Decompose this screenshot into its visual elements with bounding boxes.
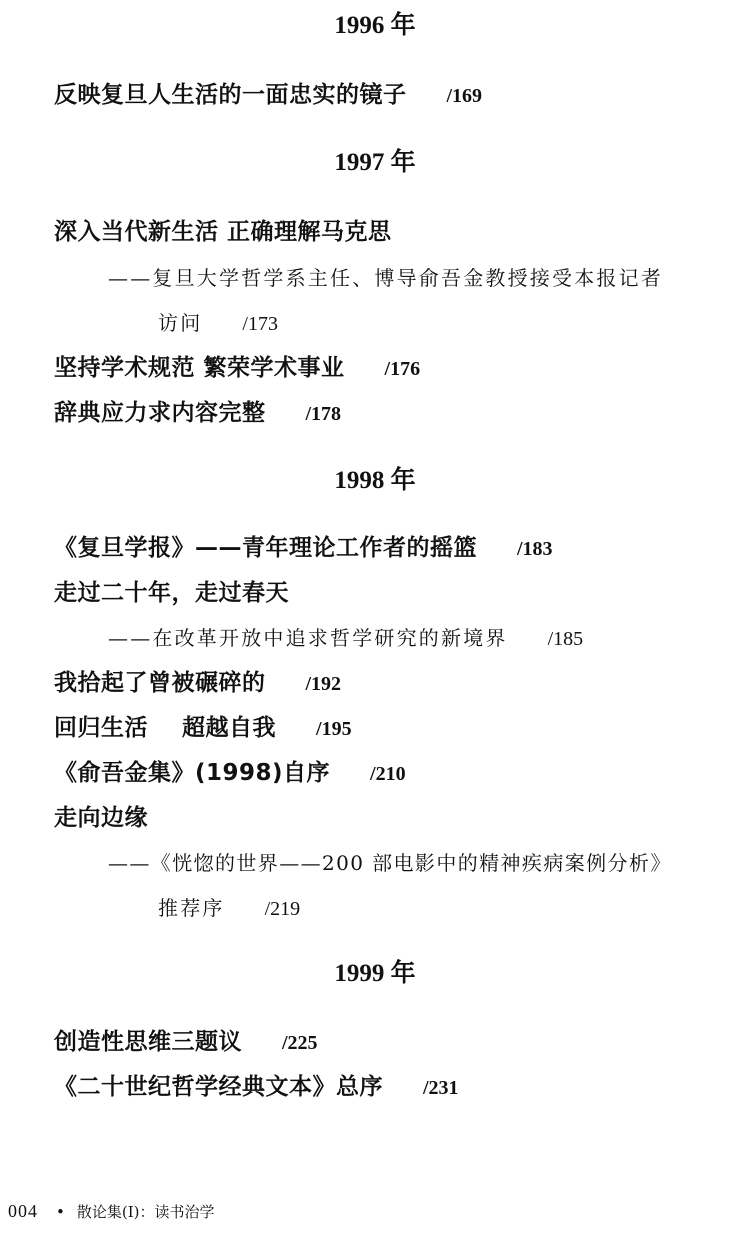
entry-subtitle: ——《恍惚的世界——200 部电影中的精神疾病案例分析》: [108, 851, 672, 875]
year-heading: 1998 年: [334, 467, 416, 494]
toc-entry[interactable]: [54, 533, 553, 564]
entry-title: 辞典应力求内容完整: [54, 400, 266, 426]
toc-entry[interactable]: [54, 80, 482, 111]
entry-page-number: /210: [370, 763, 406, 785]
entry-page-number: /183: [517, 538, 553, 560]
entry-page-number: /231: [423, 1077, 459, 1099]
entry-title: 走向边缘: [54, 805, 148, 831]
entry-title: 深入当代新生活 正确理解马克思: [54, 219, 392, 245]
entry-title: 《俞吾金集》(1998)自序: [54, 760, 331, 786]
entry-title: 《复旦学报》——青年理论工作者的摇篮: [54, 535, 477, 561]
entry-title: 《二十世纪哲学经典文本》总序: [54, 1074, 383, 1100]
year-heading: 1997 年: [334, 149, 416, 176]
toc-entry[interactable]: [54, 1072, 459, 1103]
entry-page-number: /195: [316, 718, 352, 740]
toc-entry[interactable]: [54, 578, 289, 608]
page-footer: [8, 1200, 215, 1223]
year-heading: 1999 年: [334, 960, 416, 987]
subtitle-text: ——在改革开放中追求哲学研究的新境界: [108, 626, 508, 650]
entry-page-number: /178: [305, 403, 342, 425]
toc-entry[interactable]: [54, 398, 341, 429]
subtitle-text: 推荐序: [158, 896, 225, 920]
entry-page-number: /219: [264, 898, 301, 920]
entry-subtitle-continued: [158, 308, 278, 339]
toc-entry[interactable]: [54, 353, 420, 384]
footer-book-title: 散论集(Ⅰ)：读书治学: [76, 1203, 215, 1221]
footer-bullet: •: [56, 1203, 65, 1221]
entry-title: 创造性思维三题议: [54, 1029, 242, 1055]
entry-page-number: /173: [242, 313, 278, 335]
entry-page-number: /185: [547, 628, 584, 650]
entry-subtitle: [108, 623, 583, 654]
toc-entry[interactable]: [54, 758, 406, 789]
entry-page-number: /176: [384, 358, 421, 380]
toc-entry[interactable]: [54, 713, 352, 744]
entry-title: 我拾起了曾被碾碎的: [54, 670, 266, 696]
entry-page-number: /169: [446, 85, 483, 107]
entry-page-number: /192: [305, 673, 342, 695]
entry-title: 回归生活 超越自我: [54, 715, 277, 741]
entry-title: 反映复旦人生活的一面忠实的镜子: [54, 82, 407, 108]
entry-subtitle: ——复旦大学哲学系主任、博导俞吾金教授接受本报记者: [108, 266, 663, 290]
toc-entry[interactable]: [54, 668, 341, 699]
footer-page-number: 004: [8, 1201, 38, 1221]
entry-subtitle-continued: [158, 893, 300, 924]
toc-entry[interactable]: [54, 1027, 318, 1058]
year-heading: 1996 年: [334, 12, 416, 39]
toc-entry[interactable]: [54, 803, 148, 833]
subtitle-text: 访问: [158, 311, 203, 335]
toc-entry[interactable]: [54, 217, 392, 247]
entry-title: 坚持学术规范 繁荣学术事业: [54, 355, 345, 381]
entry-title: 走过二十年，走过春天: [54, 580, 289, 606]
entry-page-number: /225: [282, 1032, 318, 1054]
